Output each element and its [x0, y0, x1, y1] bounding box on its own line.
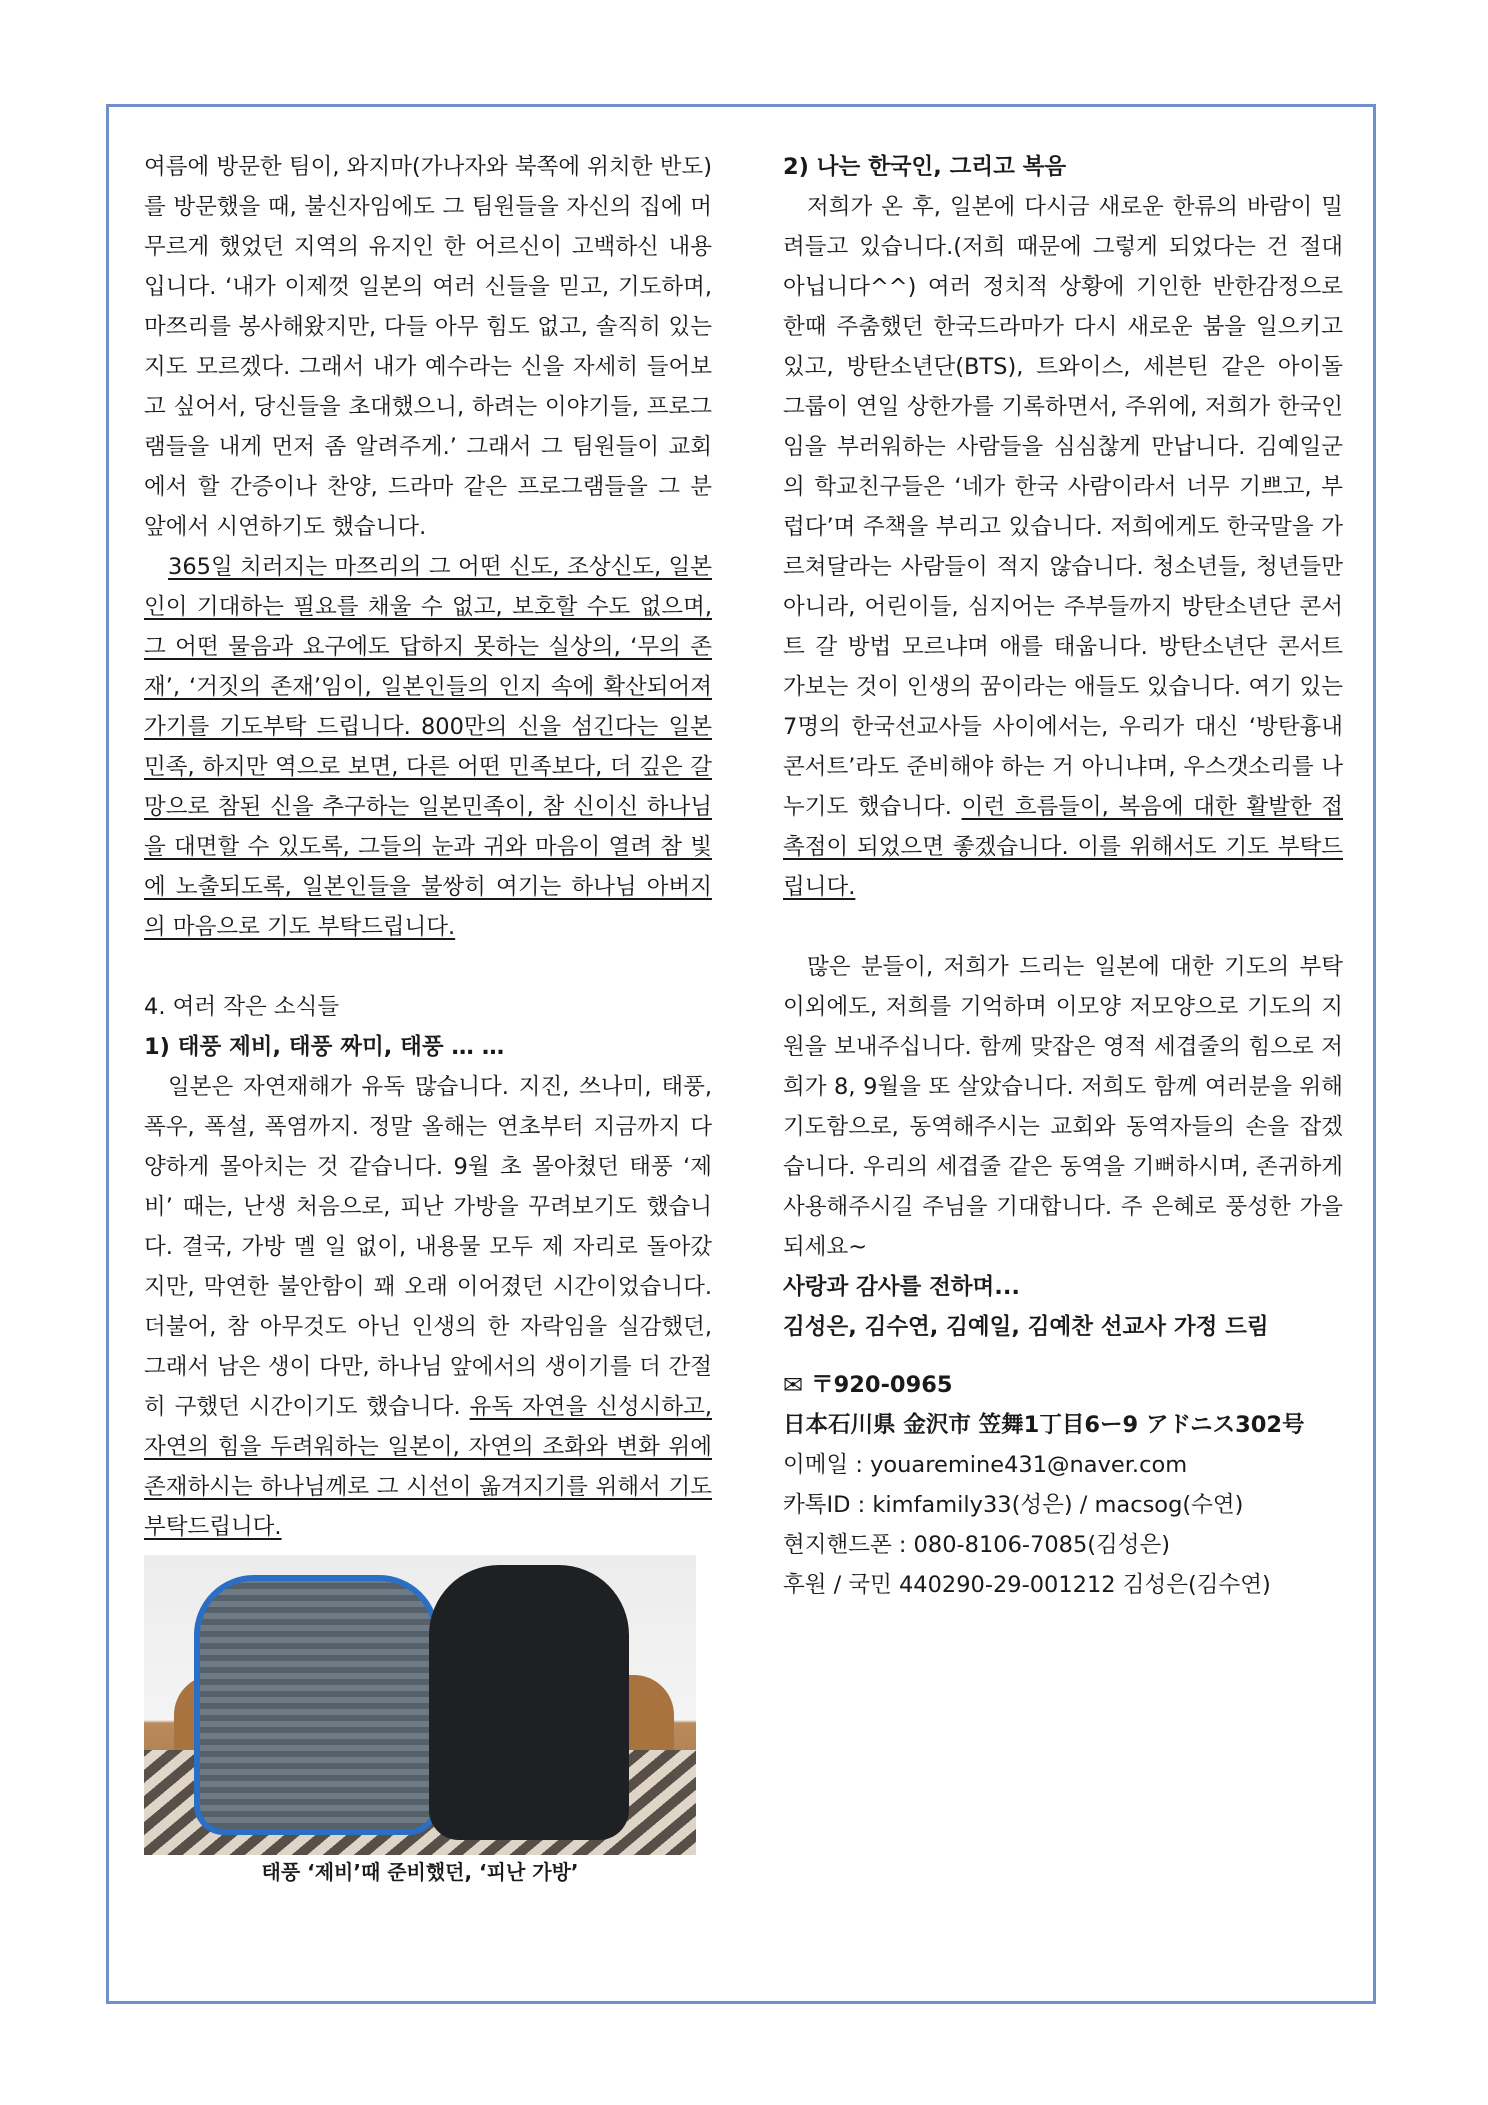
address-line: 日本石川県 金沢市 笠舞1丁目6ー9 アドニス302号 — [783, 1412, 1305, 1438]
page-frame — [106, 104, 1376, 2004]
email-line: 이메일 : youaremine431@naver.com — [783, 1452, 1188, 1478]
kakao-line: 카톡ID : kimfamily33(성은) / macsog(수연) — [783, 1492, 1244, 1518]
prayer-request-paragraph: 365일 치러지는 마쯔리의 그 어떤 신도, 조상신도, 일본인이 기대하는 필요를 채울 수 없고, 보호할 수도 없으며, 그 어떤 물음과 요구에도 답하지 못하는 실상의, ‘무의 존재’, ‘거짓의 존재’임이, 일본인들의 인지 속에 확산되어져가기를 기도부탁 드립니다. 800만의 신을 섬긴다는 일본민족, 하지만 역으로 보면, 다른 어떤 민족보다, 더 깊은 갈망으로 참된 신을 추구하는 일본민족이, 참 신이신 하나님을 대면할 수 있도록, 그들의 눈과 귀와 마음이 열려 참 빛에 노출되도록, 일본인들을 불쌍히 여기는 하나님 아버지의 마음으로 기도 부탁드립니다. — [144, 554, 713, 940]
grey-backpack-shape — [194, 1575, 439, 1835]
paragraph: 저희가 온 후, 일본에 다시금 새로운 한류의 바람이 밀려들고 있습니다.(저희 때문에 그렇게 되었다는 건 절대 아닙니다^^) 여러 정치적 상황에 기인한 반한감정으로 한때 주춤했던 한국드라마가 다시 새로운 붐을 일으키고 있고, 방탄소년단(BTS), 트와이스, 세븐틴 같은 아이돌 그룹이 연일 상한가를 기록하면서, 주위에, 저희가 한국인임을 부러워하는 사람들을 심심찮게 만납니다. 김예일군의 학교친구들은 ‘네가 한국 사람이라서 너무 기쁘고, 부럽다’며 주책을 부리고 있습니다. 저희에게도 한국말을 가르쳐달라는 사람들이 적지 않습니다. 청소년들, 청년들만 아니라, 어린이들, 심지어는 주부들까지 방탄소년단 콘서트 갈 방법 모르냐며 애를 태웁니다. 방탄소년단 콘서트 가보는 것이 인생의 꿈이라는 애들도 있습니다. 여기 있는 7명의 한국선교사들 사이에서는, 우리가 대신 ‘방탄흉내콘서트’라도 준비해야 하는 거 아니냐며, 우스갯소리를 나누기도 했습니다. 이런 흐름들이, 복음에 대한 활발한 접촉점이 되었으면 좋겠습니다. 이를 위해서도 기도 부탁드립니다. — [783, 194, 1343, 900]
paragraph: 많은 분들이, 저희가 드리는 일본에 대한 기도의 부탁 이외에도, 저희를 기억하며 이모양 저모양으로 기도의 지원을 보내주십니다. 함께 맞잡은 영적 세겹줄의 힘으로 저희가 8, 9월을 또 살았습니다. 저희도 함께 여러분을 위해 기도함으로, 동역해주시는 교회와 동역자들의 손을 잡겠습니다. 우리의 세겹줄 같은 동역을 기뻐하시며, 존귀하게 사용해주시길 주님을 기대합니다. 주 은혜로 풍성한 가을 되세요~ — [783, 954, 1343, 1260]
black-backpack-shape — [429, 1565, 629, 1840]
section-title: 4. 여러 작은 소식들 — [144, 994, 340, 1020]
evacuation-bag-photo — [144, 1555, 696, 1855]
left-column — [144, 147, 712, 1887]
paragraph: 일본은 자연재해가 유독 많습니다. 지진, 쓰나미, 태풍, 폭우, 폭설, 폭염까지. 정말 올해는 연초부터 지금까지 다양하게 몰아치는 것 같습니다. 9월 초 몰아쳤던 태풍 ‘제비’ 때는, 난생 처음으로, 피난 가방을 꾸려보기도 했습니다. 결국, 가방 멜 일 없이, 내용물 모두 제 자리로 돌아갔지만, 막연한 불안함이 꽤 오래 이어졌던 시간이었습니다. 더불어, 참 아무것도 아닌 인생의 한 자락임을 실감했던, 그래서 남은 생이 다만, 하나님 앞에서의 생이기를 더 간절히 구했던 시간이기도 했습니다. 유독 자연을 신성시하고, 자연의 힘을 두려워하는 일본이, 자연의 조화와 변화 위에 존재하시는 하나님께로 그 시선이 옮겨지기를 위해서 기도 부탁드립니다. — [144, 1074, 712, 1540]
prayer-request-text: 이런 흐름들이, 복음에 대한 활발한 접촉점이 되었으면 좋겠습니다. 이를 위해서도 기도 부탁드립니다. — [783, 794, 1343, 900]
prayer-request-text: 유독 자연을 신성시하고, 자연의 힘을 두려워하는 일본이, 자연의 조화와 변화 위에 존재하시는 하나님께로 그 시선이 옮겨지기를 위해서 기도 부탁드립니다. — [144, 1394, 712, 1540]
bank-line: 후원 / 국민 440290-29-001212 김성은(김수연) — [783, 1572, 1271, 1598]
closing-line: 사랑과 감사를 전하며... — [783, 1274, 1020, 1300]
signature-line: 김성은, 김수연, 김예일, 김예찬 선교사 가정 드림 — [783, 1314, 1269, 1340]
postal-line: ✉ 〒920-0965 — [783, 1365, 1343, 1405]
photo-caption: 태풍 ‘제비’때 준비했던, ‘피난 가방’ — [261, 1860, 579, 1884]
subsection-title: 2) 나는 한국인, 그리고 복음 — [783, 154, 1067, 180]
paragraph: 여름에 방문한 팀이, 와지마(가나자와 북쪽에 위치한 반도)를 방문했을 때, 불신자임에도 그 팀원들을 자신의 집에 머무르게 했었던 지역의 유지인 한 어르신이 고백하신 내용입니다. ‘내가 이제껏 일본의 여러 신들을 믿고, 기도하며, 마쯔리를 봉사해왔지만, 다들 아무 힘도 없고, 솔직히 있는지도 모르겠다. 그래서 내가 예수라는 신을 자세히 들어보고 싶어서, 당신들을 초대했으니, 하려는 이야기들, 프로그램들을 내게 먼저 좀 알려주게.’ 그래서 그 팀원들이 교회에서 할 간증이나 찬양, 드라마 같은 프로그램들을 그 분 앞에서 시연하기도 했습니다. — [144, 154, 712, 540]
envelope-icon: ✉ — [783, 1371, 804, 1399]
phone-line: 현지핸드폰 : 080-8106-7085(김성은) — [783, 1532, 1171, 1558]
right-column — [783, 147, 1343, 1605]
subsection-title: 1) 태풍 제비, 태풍 짜미, 태풍 … … — [144, 1034, 505, 1060]
